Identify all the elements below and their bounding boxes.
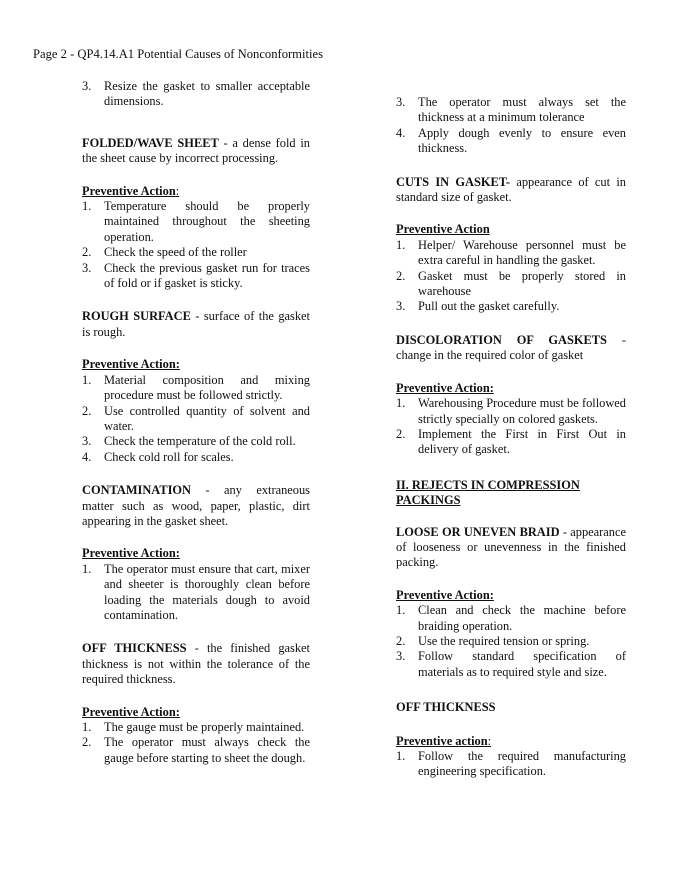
list-item (82, 261, 310, 292)
item-number: 3. (396, 649, 406, 664)
item-text: Gasket must be properly stored in warehouse (418, 268, 626, 299)
item-number: 1. (396, 749, 406, 763)
item-number: 3. (396, 299, 406, 314)
list-item (82, 404, 310, 435)
cuts-preventive-title: Preventive Action (396, 222, 490, 237)
pa-suffix: : (175, 183, 180, 198)
cuts-action-list (396, 238, 626, 315)
list-item (82, 562, 310, 624)
item-number: 3. (396, 95, 406, 109)
item-number: 1. (396, 396, 406, 411)
item-number: 4. (396, 125, 406, 140)
item-text: Implement the First in First Out in delivery of gasket. (418, 426, 626, 457)
item-number: 2. (82, 245, 92, 260)
loose-title: LOOSE OR UNEVEN BRAID (396, 524, 560, 539)
rough-heading-paragraph (82, 309, 310, 340)
list-item (82, 199, 310, 245)
list-item (82, 720, 310, 735)
item-number: 1. (82, 561, 92, 576)
item-number: 3. (82, 79, 92, 93)
intro-list (82, 79, 310, 110)
off-thickness-section (82, 641, 310, 766)
contamination-title: CONTAMINATION (82, 483, 191, 498)
list-item (396, 299, 626, 314)
off-thickness-preventive-title: Preventive Action: (82, 704, 180, 719)
item-text: The operator must ensure that cart, mixer and sheeter is thoroughly clean before loading the materials dough to avoid contamination. (104, 561, 310, 622)
cuts-title: CUTS IN GASKET- (396, 174, 511, 189)
item-text: Check the speed of the roller (104, 245, 247, 260)
item-text: Apply dough evenly to ensure even thickness. (418, 125, 626, 156)
contamination-action-list (82, 562, 310, 624)
list-item (82, 735, 310, 766)
folded-heading-paragraph (82, 136, 310, 167)
list-item (396, 238, 626, 269)
list-item (396, 269, 626, 300)
item-text: The operator must always set the thickness at a minimum tolerance (418, 95, 626, 125)
folded-title: FOLDED/WAVE SHEET (82, 135, 219, 150)
contamination-section (82, 483, 310, 623)
item-text: Pull out the gasket carefully. (418, 299, 560, 314)
rough-surface-section (82, 309, 310, 465)
item-number: 2. (396, 426, 406, 441)
list-item (396, 603, 626, 634)
pa-label: Preventive Action (82, 183, 176, 198)
discoloration-description: - change in the required color of gasket (396, 332, 626, 363)
right-column (396, 95, 626, 794)
list-item (396, 126, 626, 157)
item-number: 1. (396, 237, 406, 252)
off-thickness-heading-paragraph (82, 641, 310, 687)
loose-description: - appearance of looseness or unevenness in the finished packing. (396, 524, 627, 570)
contamination-heading-paragraph (82, 483, 310, 529)
contamination-description: - any extraneous matter such as wood, paper, plastic, dirt appearing in the gasket sheet. (82, 483, 310, 528)
list-item (82, 373, 310, 404)
off-thickness-packing-preventive-title (396, 734, 626, 749)
folded-preventive-title (82, 184, 310, 199)
loose-preventive-title: Preventive Action: (396, 587, 494, 602)
rough-description: - surface of the gasket is rough. (82, 309, 310, 339)
item-number: 1. (82, 199, 92, 214)
pa-suffix: : (487, 733, 492, 748)
item-text: Check the temperature of the cold roll. (104, 434, 296, 449)
discoloration-title: DISCOLORATION OF GASKETS (396, 332, 607, 347)
off-thickness-packing-section (396, 700, 626, 780)
rough-title: ROUGH SURFACE (82, 309, 191, 324)
list-item (82, 450, 310, 465)
off-thickness-action-list (82, 720, 310, 766)
item-text: Material composition and mixing procedure must be followed strictly. (104, 372, 310, 403)
item-text: Use the required tension or spring. (418, 633, 590, 648)
item-text: The operator must always check the gauge before starting to sheet the dough. (104, 735, 310, 765)
folded-wave-section (82, 136, 310, 292)
item-text: Warehousing Procedure must be followed strictly specially on colored gaskets. (418, 396, 626, 426)
list-item (396, 95, 626, 126)
off-thickness-description: - the finished gasket thickness is not within the tolerance of the required thickness. (82, 641, 310, 687)
list-item (396, 634, 626, 649)
discoloration-preventive-title: Preventive Action: (396, 380, 494, 395)
item-number: 2. (82, 735, 92, 750)
item-text: Clean and check the machine before braiding operation. (418, 603, 626, 633)
item-text: Follow the required manufacturing engineering specification. (418, 749, 626, 779)
list-item (82, 434, 310, 449)
item-number: 2. (396, 633, 406, 648)
left-column (82, 79, 310, 780)
off-thickness-title: OFF THICKNESS (82, 641, 187, 656)
discoloration-heading-paragraph (396, 333, 626, 364)
item-text: Use controlled quantity of solvent and water. (104, 403, 310, 433)
folded-description: - a dense fold in the sheet cause by incorrect processing. (82, 135, 310, 166)
item-text: Check cold roll for scales. (104, 449, 234, 464)
folded-action-list (82, 199, 310, 291)
item-text: Temperature should be properly maintained throughout the sheeting operation. (104, 199, 310, 244)
item-text: Resize the gasket to smaller acceptable dimensions. (104, 79, 310, 109)
off-thickness-packing-title: OFF THICKNESS (396, 700, 496, 715)
loose-braid-section (396, 525, 626, 681)
item-number: 4. (82, 449, 92, 464)
discoloration-section (396, 333, 626, 458)
item-number: 1. (82, 372, 92, 387)
item-text: Follow standard specification of materials as to required style and size. (418, 649, 626, 679)
rough-preventive-title: Preventive Action: (82, 357, 180, 372)
item-text: Check the previous gasket run for traces of fold or if gasket is sticky. (104, 260, 310, 291)
item-text: The gauge must be properly maintained. (104, 720, 305, 734)
list-item (82, 245, 310, 260)
item-text: Helper/ Warehouse personnel must be extra careful in handling the gasket. (418, 237, 626, 268)
off-thickness-packing-action-list (396, 749, 626, 780)
item-number: 3. (82, 434, 92, 449)
list-item (396, 749, 626, 780)
item-number: 2. (82, 403, 92, 418)
list-item (396, 427, 626, 458)
contamination-preventive-title: Preventive Action: (82, 546, 180, 561)
loose-heading-paragraph (396, 525, 626, 571)
item-number: 1. (396, 603, 406, 618)
loose-action-list (396, 603, 626, 680)
cuts-section (396, 175, 626, 315)
page-header: Page 2 - QP4.14.A1 Potential Causes of Nonconformities (33, 47, 323, 61)
continued-list (396, 95, 626, 157)
section-heading-compression-packings: II. REJECTS IN COMPRESSION PACKINGS (396, 477, 580, 508)
item-number: 2. (396, 268, 406, 283)
cuts-heading-paragraph (396, 175, 626, 206)
item-number: 1. (82, 720, 92, 734)
rough-action-list (82, 373, 310, 465)
list-item (396, 396, 626, 427)
item-number: 3. (82, 260, 92, 275)
list-item (82, 79, 310, 110)
list-item (396, 649, 626, 680)
cuts-description: appearance of cut in standard size of gasket. (396, 174, 626, 205)
pa-label: Preventive action (396, 733, 488, 748)
discoloration-action-list (396, 396, 626, 458)
